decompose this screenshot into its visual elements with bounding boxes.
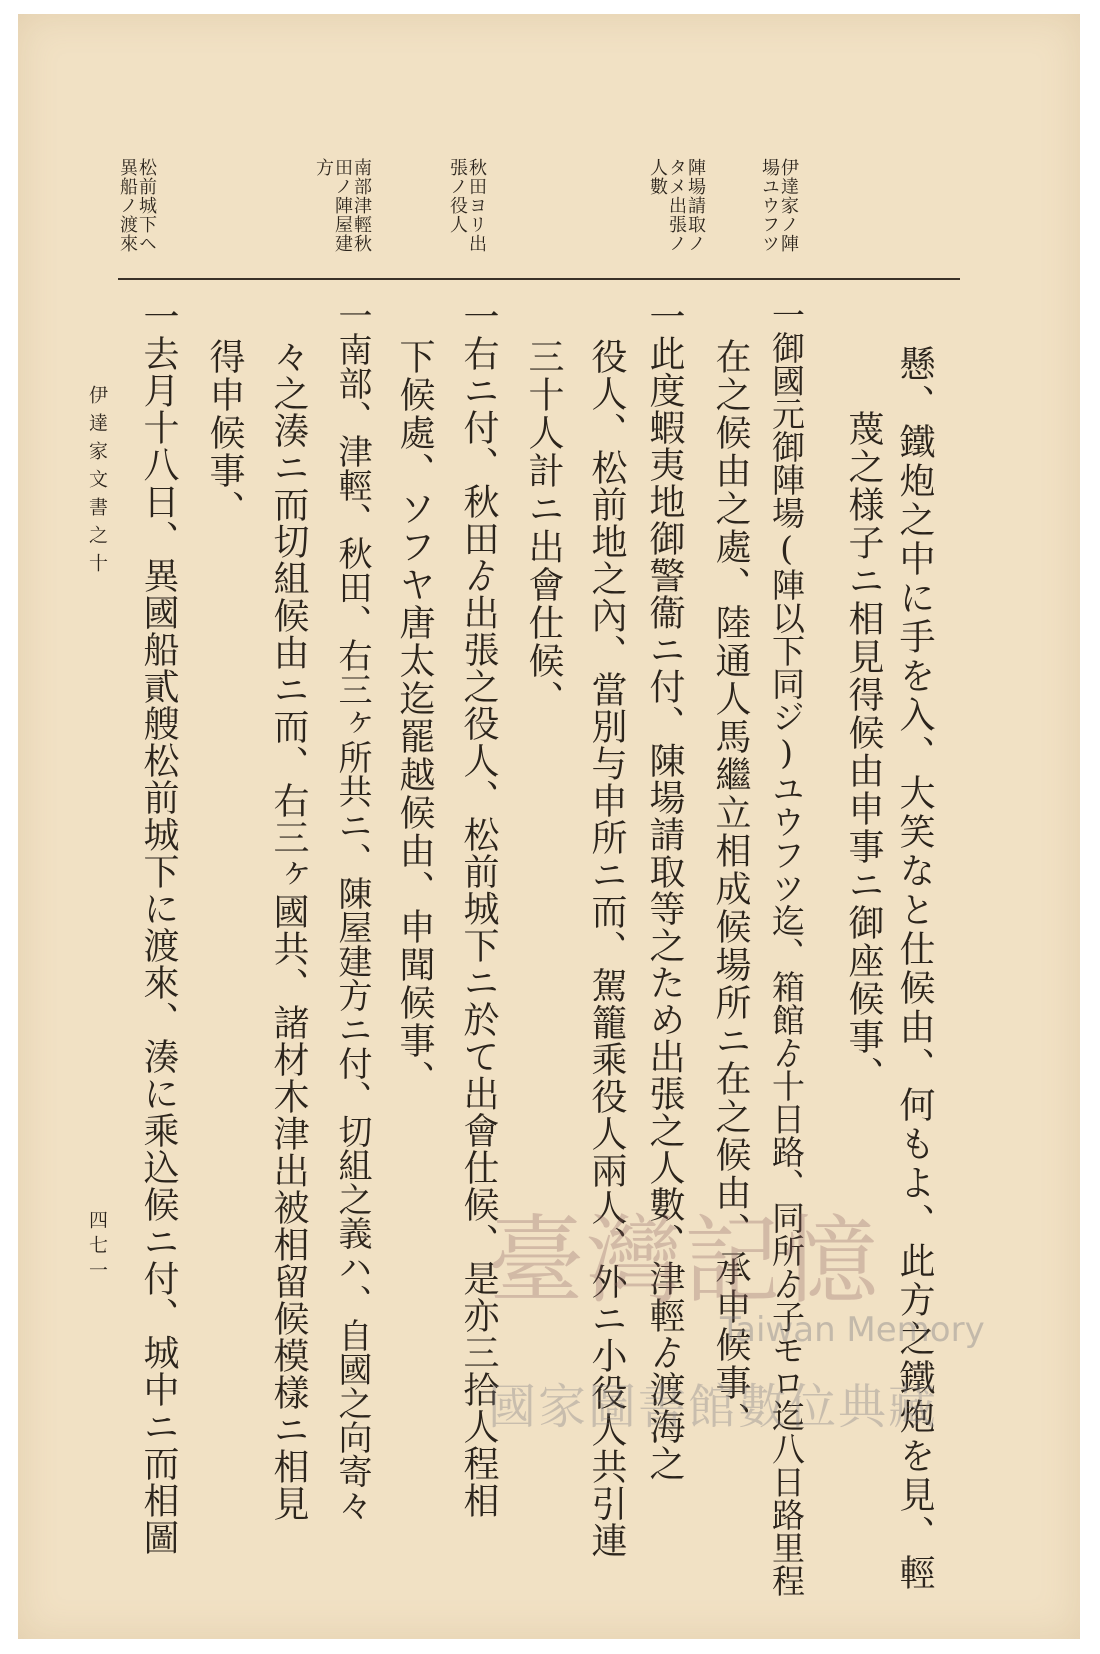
body-line-12: 得申候事、 [204,338,245,528]
header-rule [118,278,960,280]
watermark-subtitle: 國家圖書館數位典藏 [488,1379,939,1435]
body-line-1: 懸、鐵炮之中に手を入、大笑なと仕候由、何もよ、此方之鐵炮を見、輕 [894,345,935,1593]
headnote-1: 伊達家ノ陣場ユウフツ [759,158,799,253]
headnote-5: 松前城下ヘ異船ノ渡來 [117,158,157,253]
body-line-7: 三十人計ニ出會仕候、 [523,338,564,718]
body-line-13: 一去月十八日、異國船貳艘松前城下に渡來、湊に乘込候ニ付、城中ニ而相圖 [138,298,179,1556]
body-line-11: 々之湊ニ而切組候由ニ而、右三ヶ國共、諸材木津出被相留候模樣ニ相見 [268,338,309,1522]
body-line-2: 蔑之様子ニ相見得候由申事ニ御座候事、 [843,410,884,1094]
headnote-2: 陣場請取ノタメ出張ノ人數 [647,158,706,253]
watermark-english: Taiwan Memory [720,1310,985,1350]
body-line-10: 一南部、津輕、秋田、右三ヶ所共ニ、陳屋建方ニ付、切組之義ハ、自國之向寄々 [332,298,372,1522]
body-line-3: 一御國元御陣場(陣以下同ジ)ユウフツ迄、箱館ゟ十日路、同所ゟ子モロ迄八日路里程 [767,298,806,1597]
body-line-9: 下候處、ソフヤ唐太迄罷越候由、申聞候事、 [394,338,435,1098]
running-head: 伊達家文書之十 [86,385,108,581]
body-line-4: 在之候由之處、陸通人馬繼立相成候場所ニ在之候由、承申候事、 [710,338,751,1440]
body-line-6: 役人、松前地之內、當別与申所ニ而、駕籠乘役人兩人、外ニ小役人共引連 [586,338,627,1559]
body-line-8: 一右ニ付、秋田ゟ出張之役人、松前城下ニ於て出會仕候、是亦三拾人程相 [458,298,499,1519]
watermark-chinese: 臺灣記憶 [488,1205,880,1317]
body-line-5: 一此度蝦夷地御警衞ニ付、陳場請取等之ため出張之人數、津輕ゟ渡海之 [644,298,685,1482]
headnote-4: 南部津輕秋田ノ陣屋建方 [313,158,372,253]
page-number: 四七一 [86,1210,108,1285]
headnote-3: 秋田ヨリ出張ノ役人 [447,158,487,253]
